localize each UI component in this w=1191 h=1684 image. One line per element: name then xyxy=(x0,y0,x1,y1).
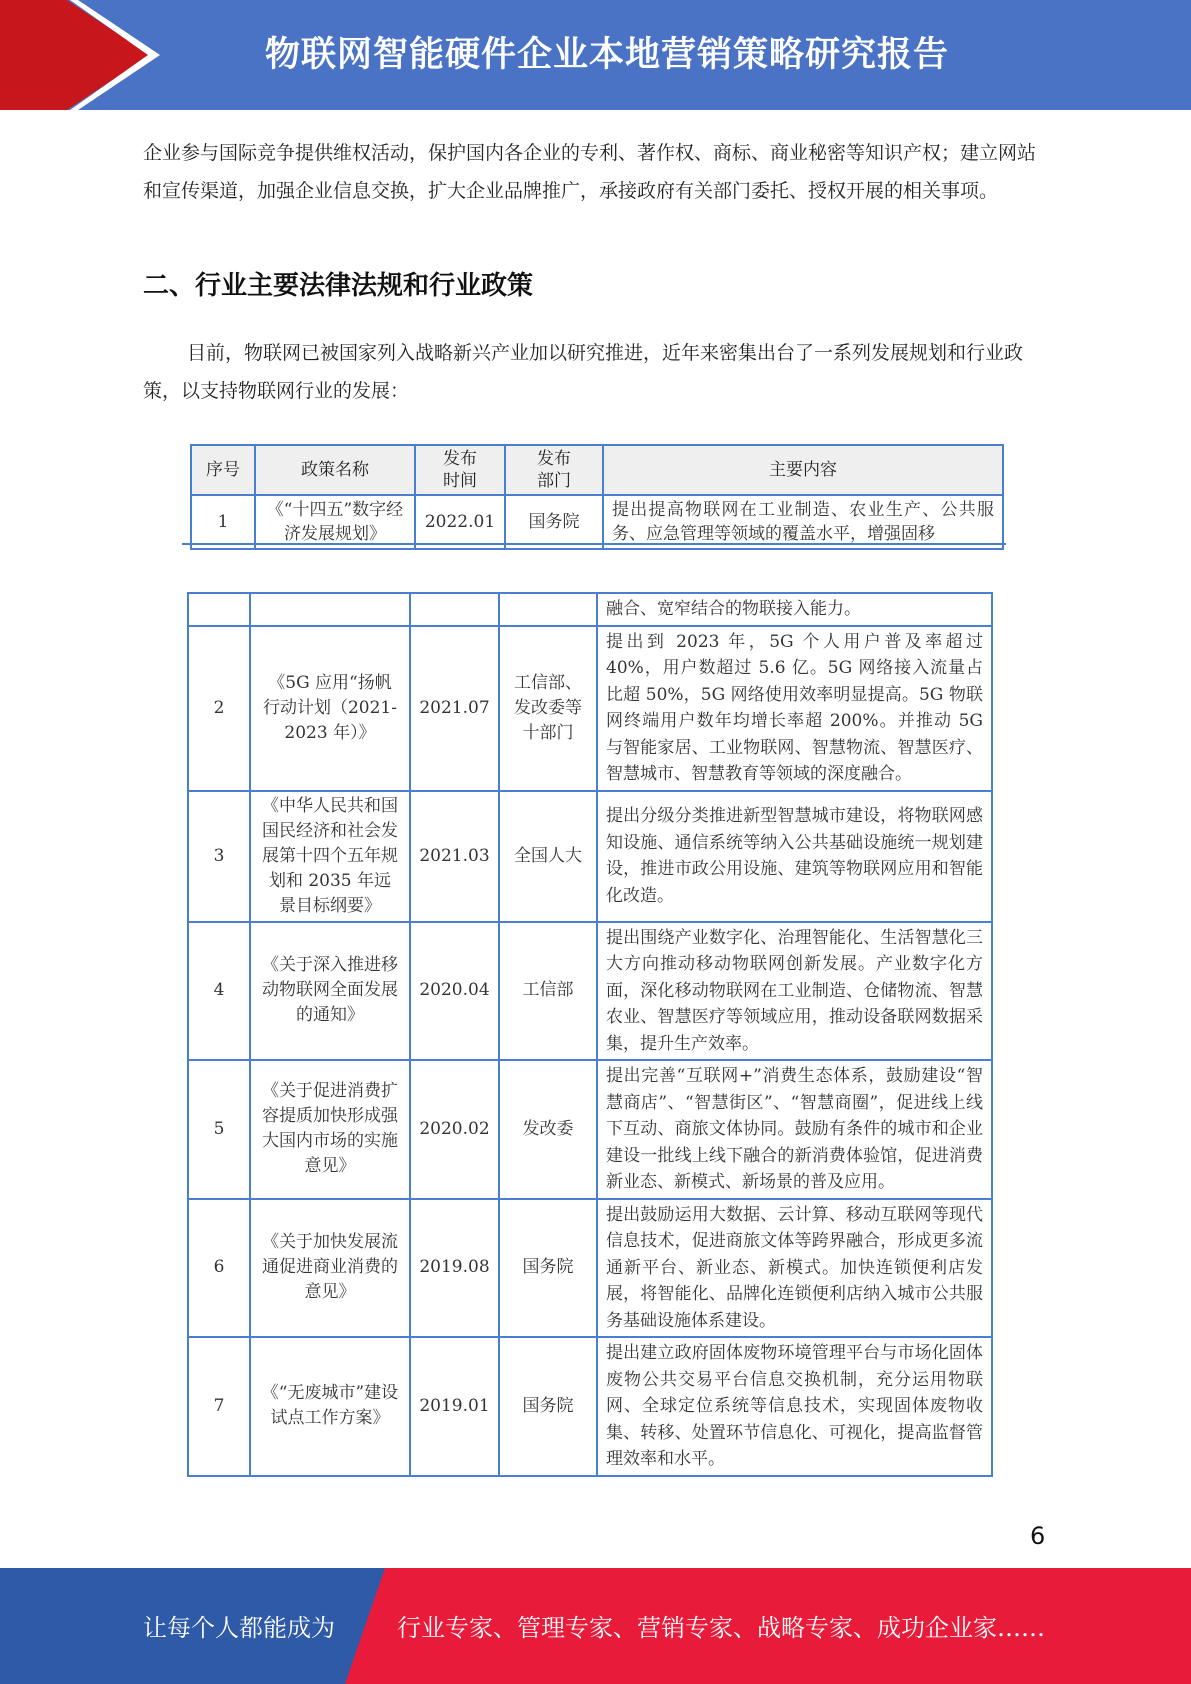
cell-no: 7 xyxy=(188,1337,250,1476)
table-row xyxy=(188,593,992,626)
cell-date xyxy=(410,593,499,626)
page-number: 6 xyxy=(1030,1522,1046,1550)
cell-no: 3 xyxy=(188,791,250,922)
cell-date: 2019.01 xyxy=(410,1337,499,1476)
cell-dept: 国务院 xyxy=(499,1199,597,1338)
cell-no: 4 xyxy=(188,922,250,1061)
section-title: 二、行业主要法律法规和行业政策 xyxy=(143,271,534,301)
intro-paragraph: 企业参与国际竞争提供维权活动，保护国内各企业的专利、著作权、商标、商业秘密等知识产权；建立网站和宣传渠道，加强企业信息交换，扩大企业品牌推广，承接政府有关部门委托、授权开展的相关事项。 xyxy=(143,142,1037,202)
cell-date: 2020.02 xyxy=(410,1060,499,1199)
cell-no: 5 xyxy=(188,1060,250,1199)
footer-slogan-right: 行业专家、管理专家、营销专家、战略专家、成功企业家…… xyxy=(397,1614,1045,1642)
cell-name: 《关于深入推进移动物联网全面发展的通知》 xyxy=(250,922,410,1061)
cell-name: 《5G 应用“扬帆行动计划（2021-2023 年）》 xyxy=(250,626,410,791)
cell-dept: 国务院 xyxy=(505,495,603,549)
header-date: 发布时间 xyxy=(415,445,505,495)
cell-dept: 工信部 xyxy=(499,922,597,1061)
footer-slogan-left: 让每个人都能成为 xyxy=(143,1614,335,1642)
cell-dept: 工信部、发改委等十部门 xyxy=(499,626,597,791)
cell-date: 2021.03 xyxy=(410,791,499,922)
table-header-row xyxy=(191,445,1003,495)
cell-content: 融合、宽窄结合的物联接入能力。 xyxy=(597,593,992,626)
cell-content: 提出提高物联网在工业制造、农业生产、公共服务、应急管理等领域的覆盖水平，增强固移 xyxy=(603,495,1003,549)
cell-name: 《“十四五”数字经济发展规划》 xyxy=(255,495,415,549)
cell-dept: 全国人大 xyxy=(499,791,597,922)
table-row xyxy=(188,922,992,1061)
section-paragraph: 目前，物联网已被国家列入战略新兴产业加以研究推进，近年来密集出台了一系列发展规划和行业政策，以支持物联网行业的发展： xyxy=(143,342,1024,402)
table-row xyxy=(188,626,992,791)
cell-date: 2021.07 xyxy=(410,626,499,791)
cell-no: 1 xyxy=(191,495,255,549)
header-dept: 发布部门 xyxy=(505,445,603,495)
table-row xyxy=(188,1060,992,1199)
cell-content: 提出围绕产业数字化、治理智能化、生活智慧化三大方向推动移动物联网创新发展。产业数字化方面，深化移动物联网在工业制造、仓储物流、智慧农业、智慧医疗等领域应用，推动设备联网数据采集，提升生产效率。 xyxy=(597,922,992,1061)
cell-name: 《“无废城市”建设试点工作方案》 xyxy=(250,1337,410,1476)
header-name: 政策名称 xyxy=(255,445,415,495)
cell-content: 提出完善“互联网+”消费生态体系，鼓励建设“智慧商店”、“智慧街区”、“智慧商圈”，促进线上线下互动、商旅文体协同。鼓励有条件的城市和企业建设一批线上线下融合的新消费体验馆，促进消费新业态、新模式、新场景的普及应用。 xyxy=(597,1060,992,1199)
table-divider xyxy=(182,543,1006,545)
cell-date: 2022.01 xyxy=(415,495,505,549)
cell-dept xyxy=(499,593,597,626)
cell-content: 提出鼓励运用大数据、云计算、移动互联网等现代信息技术，促进商旅文体等跨界融合，形成更多流通新平台、新业态、新模式。加快连锁便利店发展，将智能化、品牌化连锁便利店纳入城市公共服务基础设施体系建设。 xyxy=(597,1199,992,1338)
policy-table-part-2 xyxy=(187,592,993,1477)
table-row xyxy=(188,791,992,922)
cell-date: 2020.04 xyxy=(410,922,499,1061)
cell-name: 《关于加快发展流通促进商业消费的意见》 xyxy=(250,1199,410,1338)
cell-no: 2 xyxy=(188,626,250,791)
page-header xyxy=(0,0,1191,110)
table-row xyxy=(188,1199,992,1338)
cell-dept: 国务院 xyxy=(499,1337,597,1476)
cell-content: 提出建立政府固体废物环境管理平台与市场化固体废物公共交易平台信息交换机制，充分运用物联网、全球定位系统等信息技术，实现固体废物收集、转移、处置环节信息化、可视化，提高监督管理效率和水平。 xyxy=(597,1337,992,1476)
table-row xyxy=(191,495,1003,549)
cell-date: 2019.08 xyxy=(410,1199,499,1338)
cell-dept: 发改委 xyxy=(499,1060,597,1199)
header-red-block xyxy=(0,0,150,110)
policy-table-part-1 xyxy=(190,444,1004,550)
cell-name: 《关于促进消费扩容提质加快形成强大国内市场的实施意见》 xyxy=(250,1060,410,1199)
cell-name: 《中华人民共和国国民经济和社会发展第十四个五年规划和 2035 年远景目标纲要》 xyxy=(250,791,410,922)
cell-content: 提出分级分类推进新型智慧城市建设，将物联网感知设施、通信系统等纳入公共基础设施统一规划建设，推进市政公用设施、建筑等物联网应用和智能化改造。 xyxy=(597,791,992,922)
cell-no xyxy=(188,593,250,626)
header-no: 序号 xyxy=(191,445,255,495)
header-content: 主要内容 xyxy=(603,445,1003,495)
table-row xyxy=(188,1337,992,1476)
report-title: 物联网智能硬件企业本地营销策略研究报告 xyxy=(265,35,950,75)
cell-name xyxy=(250,593,410,626)
cell-content: 提出到 2023 年，5G 个人用户普及率超过 40%，用户数超过 5.6 亿。5G 网络接入流量占比超 50%，5G 网络使用效率明显提高。5G 物联网终端用户数年均增长率超 200%。并推动 5G 与智能家居、工业物联网、智慧物流、智慧医疗、智慧城市、智慧教育等领域的深度融合。 xyxy=(597,626,992,791)
cell-no: 6 xyxy=(188,1199,250,1338)
